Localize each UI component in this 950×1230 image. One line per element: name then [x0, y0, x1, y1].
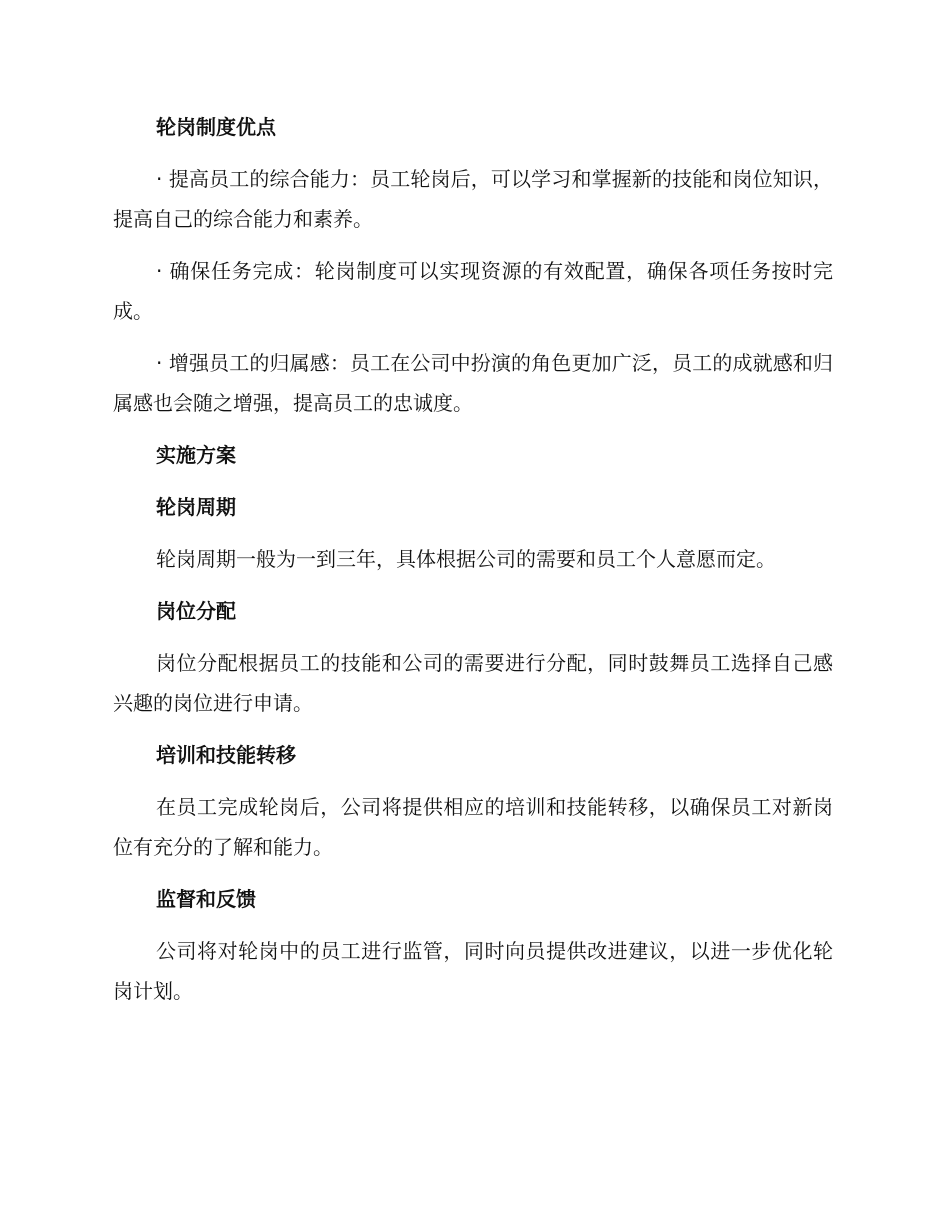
section-heading-supervision: 监督和反馈	[156, 887, 256, 911]
paragraph-assignment: 岗位分配根据员工的技能和公司的需要进行分配，同时鼓舞员工选择自己感兴趣的岗位进行申请。	[113, 651, 833, 715]
section-heading-advantages: 轮岗制度优点	[156, 115, 276, 139]
paragraph-cycle: 轮岗周期一般为一到三年，具体根据公司的需要和员工个人意愿而定。	[156, 547, 776, 571]
section-heading-implementation: 实施方案	[156, 443, 236, 467]
document-page	[113, 107, 833, 1023]
paragraph-task-completion: · 确保任务完成：轮岗制度可以实现资源的有效配置，确保各项任务按时完成。	[113, 259, 833, 323]
paragraph-belonging: · 增强员工的归属感：员工在公司中扮演的角色更加广泛，员工的成就感和归属感也会随之增强，提高员工的忠诚度。	[113, 351, 833, 415]
section-heading-cycle: 轮岗周期	[156, 495, 236, 519]
paragraph-training: 在员工完成轮岗后，公司将提供相应的培训和技能转移，以确保员工对新岗位有充分的了解和能力。	[113, 795, 833, 859]
section-heading-assignment: 岗位分配	[156, 599, 236, 623]
paragraph-ability: · 提高员工的综合能力：员工轮岗后，可以学习和掌握新的技能和岗位知识，提高自己的综合能力和素养。	[113, 167, 833, 231]
section-heading-training: 培训和技能转移	[156, 743, 296, 767]
paragraph-supervision: 公司将对轮岗中的员工进行监管，同时向员提供改进建议，以进一步优化轮岗计划。	[113, 939, 833, 1003]
